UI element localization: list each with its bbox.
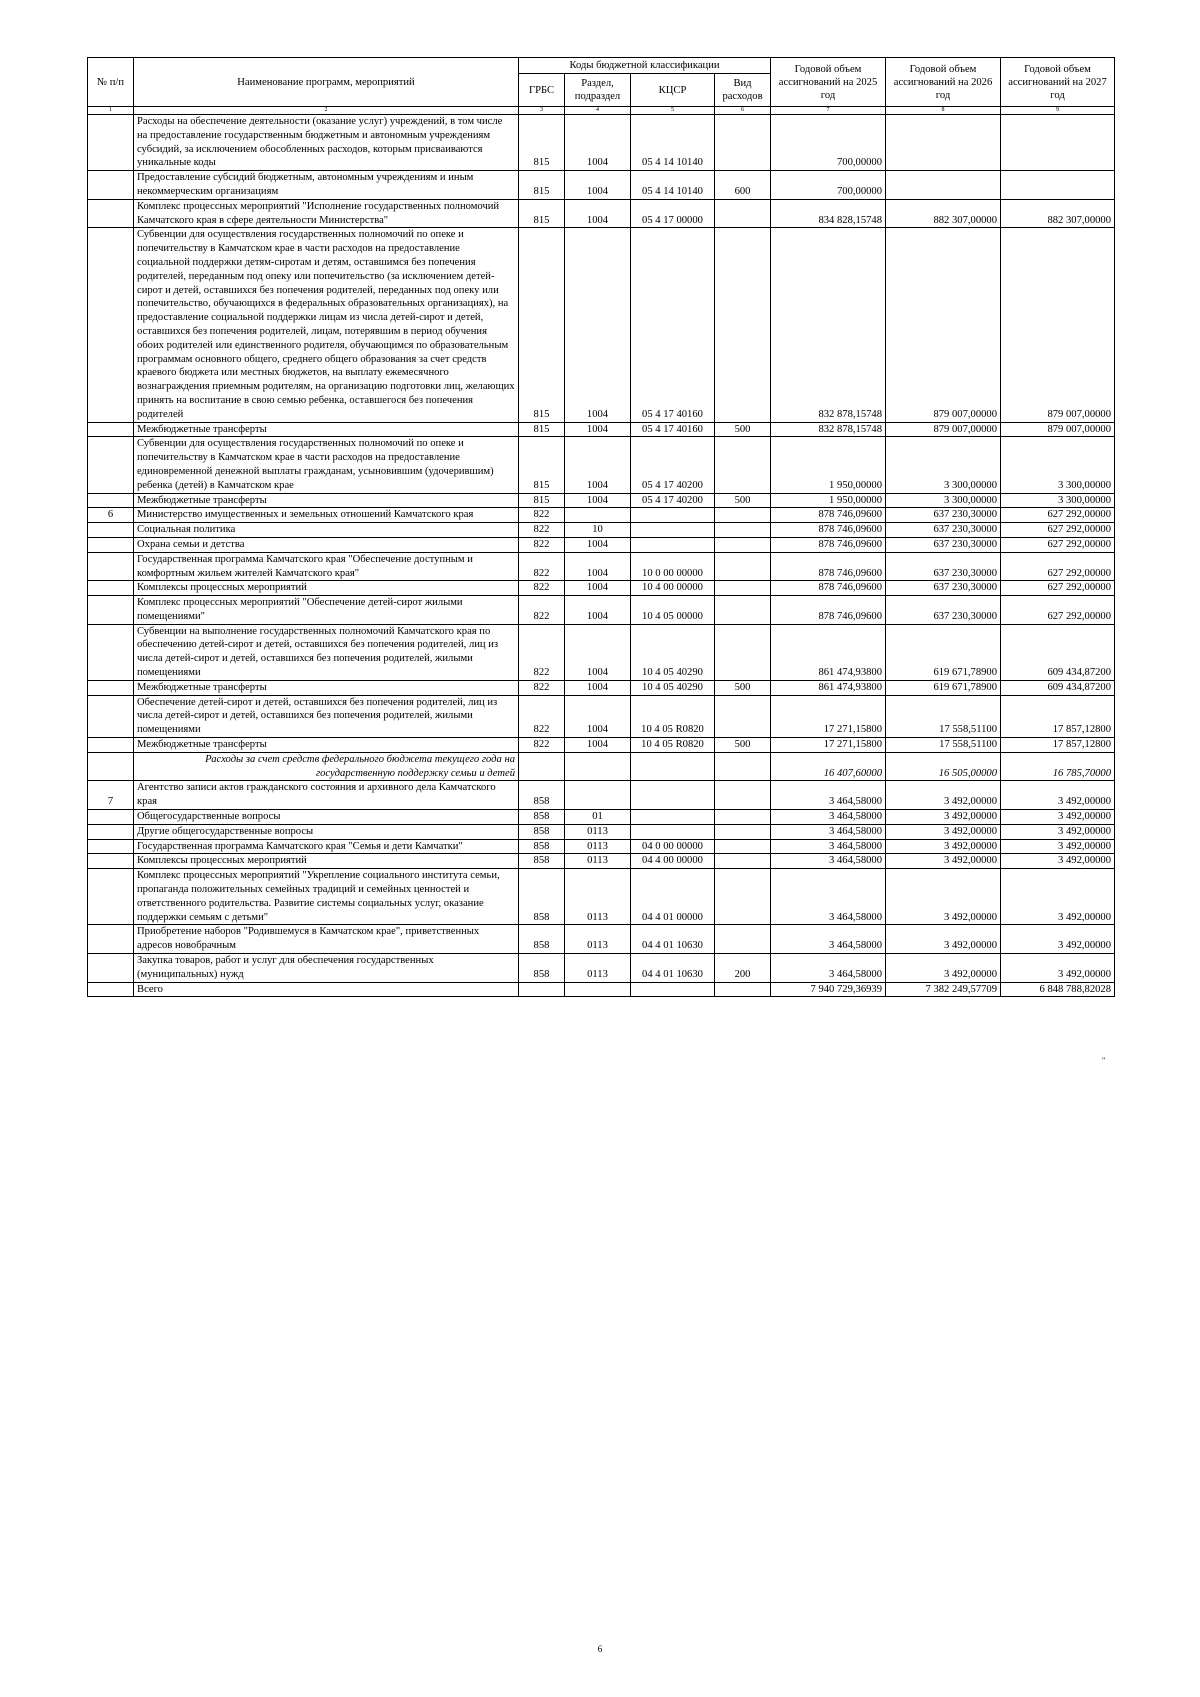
header-vid: Вид расходов xyxy=(715,74,771,107)
row-vid xyxy=(715,695,771,737)
row-amount-2025: 834 828,15748 xyxy=(771,199,886,228)
header-name: Наименование программ, мероприятий xyxy=(134,58,519,107)
row-name: Межбюджетные трансферты xyxy=(134,738,519,753)
row-razdel: 1004 xyxy=(565,581,631,596)
row-amount-2027: 627 292,00000 xyxy=(1001,552,1115,581)
row-amount-2027: 6 848 788,82028 xyxy=(1001,982,1115,997)
row-vid xyxy=(715,810,771,825)
row-amount-2025: 832 878,15748 xyxy=(771,228,886,422)
row-name: Общегосударственные вопросы xyxy=(134,810,519,825)
row-grbs: 822 xyxy=(519,624,565,680)
header-kcsr: КЦСР xyxy=(631,74,715,107)
row-grbs: 822 xyxy=(519,537,565,552)
row-amount-2026: 882 307,00000 xyxy=(886,199,1001,228)
table-row xyxy=(88,738,1115,753)
row-razdel: 1004 xyxy=(565,228,631,422)
header-codes-group: Коды бюджетной классификации xyxy=(519,58,771,74)
row-grbs: 858 xyxy=(519,839,565,854)
row-amount-2026: 637 230,30000 xyxy=(886,596,1001,625)
row-name: Субвенции для осуществления государственных полномочий по опеке и попечительству в Камчатском крае в части расходов на предоставление социальной поддержки детям-сиротам и детям, оставшимся без попечения родителей, переданным под опеку или попечительство (за исключением детей-сирот и детей, оставшихся без попечения родителей, переданных под опеку или попечительство, обучающихся в федеральных образовательных организациях), на предоставление социальной поддержки лицам из числа детей-сирот и детей, оставшихся без попечения родителей, лицам, потерявшим в период обучения обоих родителей или единственного родителя, обучающимся по образовательным программам основного общего, среднего общего образования за счет средств краевого бюджета или местных бюджетов, на выплату ежемесячного вознаграждения приемным родителям, на организацию подготовки лиц, желающих принять на воспитание в свою семью ребенка, оставшегося без попечения родителей xyxy=(134,228,519,422)
row-razdel: 0113 xyxy=(565,854,631,869)
row-amount-2026: 879 007,00000 xyxy=(886,228,1001,422)
row-amount-2025: 1 950,00000 xyxy=(771,437,886,493)
row-amount-2026: 879 007,00000 xyxy=(886,422,1001,437)
row-razdel: 1004 xyxy=(565,552,631,581)
row-vid xyxy=(715,854,771,869)
row-razdel xyxy=(565,508,631,523)
row-amount-2026: 637 230,30000 xyxy=(886,523,1001,538)
row-amount-2027: 3 492,00000 xyxy=(1001,810,1115,825)
row-number xyxy=(88,954,134,983)
row-amount-2027: 609 434,87200 xyxy=(1001,680,1115,695)
table-row xyxy=(88,437,1115,493)
row-vid xyxy=(715,596,771,625)
row-number xyxy=(88,552,134,581)
row-number xyxy=(88,199,134,228)
row-razdel: 1004 xyxy=(565,596,631,625)
header-2027: Годовой объем ассигнований на 2027 год xyxy=(1001,58,1115,107)
row-amount-2026: 619 671,78900 xyxy=(886,624,1001,680)
table-row xyxy=(88,695,1115,737)
row-grbs: 815 xyxy=(519,228,565,422)
row-vid xyxy=(715,925,771,954)
row-razdel: 1004 xyxy=(565,199,631,228)
row-amount-2026: 3 300,00000 xyxy=(886,493,1001,508)
row-vid: 600 xyxy=(715,171,771,200)
row-name: Министерство имущественных и земельных отношений Камчатского края xyxy=(134,508,519,523)
row-amount-2026: 3 492,00000 xyxy=(886,824,1001,839)
row-amount-2026 xyxy=(886,115,1001,171)
row-vid xyxy=(715,781,771,810)
table-row xyxy=(88,493,1115,508)
row-kcsr: 05 4 14 10140 xyxy=(631,115,715,171)
table-row xyxy=(88,781,1115,810)
row-kcsr: 05 4 14 10140 xyxy=(631,171,715,200)
row-razdel: 1004 xyxy=(565,624,631,680)
row-number xyxy=(88,624,134,680)
row-amount-2026: 3 492,00000 xyxy=(886,839,1001,854)
row-amount-2026: 3 492,00000 xyxy=(886,854,1001,869)
row-kcsr: 04 4 01 10630 xyxy=(631,925,715,954)
row-amount-2026: 3 300,00000 xyxy=(886,437,1001,493)
column-number-row xyxy=(88,107,1115,115)
row-grbs: 815 xyxy=(519,422,565,437)
row-vid xyxy=(715,437,771,493)
table-row xyxy=(88,228,1115,422)
row-vid xyxy=(715,523,771,538)
row-name: Социальная политика xyxy=(134,523,519,538)
row-grbs: 858 xyxy=(519,854,565,869)
row-kcsr: 10 4 05 R0820 xyxy=(631,695,715,737)
row-amount-2025: 861 474,93800 xyxy=(771,624,886,680)
row-number xyxy=(88,596,134,625)
row-number xyxy=(88,824,134,839)
header-num: № п/п xyxy=(88,58,134,107)
row-number xyxy=(88,869,134,925)
row-number: 7 xyxy=(88,781,134,810)
row-grbs: 815 xyxy=(519,171,565,200)
row-number xyxy=(88,738,134,753)
row-number xyxy=(88,171,134,200)
row-grbs: 858 xyxy=(519,781,565,810)
row-amount-2027: 882 307,00000 xyxy=(1001,199,1115,228)
column-number: 1 xyxy=(88,107,134,115)
row-name: Предоставление субсидий бюджетным, автономным учреждениям и иным некоммерческим организациям xyxy=(134,171,519,200)
row-number xyxy=(88,854,134,869)
row-grbs: 822 xyxy=(519,552,565,581)
row-razdel: 1004 xyxy=(565,680,631,695)
row-amount-2025: 3 464,58000 xyxy=(771,839,886,854)
row-grbs: 822 xyxy=(519,581,565,596)
header-2025: Годовой объем ассигнований на 2025 год xyxy=(771,58,886,107)
table-row xyxy=(88,925,1115,954)
row-razdel: 1004 xyxy=(565,738,631,753)
row-amount-2027 xyxy=(1001,115,1115,171)
row-number xyxy=(88,523,134,538)
row-number xyxy=(88,680,134,695)
row-name: Субвенции на выполнение государственных полномочий Камчатского края по обеспечению детей-сирот и детей, оставшихся без попечения родителей, лиц из числа детей-сирот и детей, оставшихся без попечения родителей, жилыми помещениями xyxy=(134,624,519,680)
table-row xyxy=(88,954,1115,983)
row-name: Комплекс процессных мероприятий "Исполнение государственных полномочий Камчатского края в сфере деятельности Министерства" xyxy=(134,199,519,228)
row-amount-2025: 878 746,09600 xyxy=(771,581,886,596)
row-name: Комплексы процессных мероприятий xyxy=(134,581,519,596)
row-kcsr: 10 4 05 40290 xyxy=(631,680,715,695)
table-row xyxy=(88,869,1115,925)
row-amount-2025: 3 464,58000 xyxy=(771,781,886,810)
row-number xyxy=(88,581,134,596)
row-amount-2027: 3 300,00000 xyxy=(1001,493,1115,508)
row-kcsr: 10 4 05 40290 xyxy=(631,624,715,680)
row-grbs xyxy=(519,752,565,781)
row-kcsr: 05 4 17 00000 xyxy=(631,199,715,228)
row-grbs: 815 xyxy=(519,437,565,493)
row-razdel: 0113 xyxy=(565,925,631,954)
table-row xyxy=(88,839,1115,854)
row-vid xyxy=(715,869,771,925)
row-amount-2025: 878 746,09600 xyxy=(771,523,886,538)
row-amount-2027 xyxy=(1001,171,1115,200)
row-amount-2026 xyxy=(886,171,1001,200)
row-amount-2027: 3 492,00000 xyxy=(1001,781,1115,810)
row-amount-2026: 637 230,30000 xyxy=(886,552,1001,581)
row-amount-2025: 16 407,60000 xyxy=(771,752,886,781)
table-row xyxy=(88,824,1115,839)
row-kcsr: 10 4 00 00000 xyxy=(631,581,715,596)
budget-table xyxy=(87,57,1115,997)
row-amount-2025: 3 464,58000 xyxy=(771,954,886,983)
row-number: 6 xyxy=(88,508,134,523)
row-amount-2025: 3 464,58000 xyxy=(771,854,886,869)
row-razdel xyxy=(565,982,631,997)
column-number: 9 xyxy=(1001,107,1115,115)
table-row xyxy=(88,422,1115,437)
row-vid xyxy=(715,537,771,552)
row-amount-2026: 637 230,30000 xyxy=(886,508,1001,523)
column-number: 8 xyxy=(886,107,1001,115)
row-amount-2025: 878 746,09600 xyxy=(771,552,886,581)
row-number xyxy=(88,810,134,825)
row-grbs xyxy=(519,982,565,997)
row-name: Обеспечение детей-сирот и детей, оставшихся без попечения родителей, лиц из числа детей-сирот и детей, оставшихся без попечения родителей, жилыми помещениями xyxy=(134,695,519,737)
row-vid xyxy=(715,982,771,997)
row-amount-2027: 17 857,12800 xyxy=(1001,738,1115,753)
row-amount-2025: 3 464,58000 xyxy=(771,925,886,954)
column-number: 5 xyxy=(631,107,715,115)
row-amount-2026: 619 671,78900 xyxy=(886,680,1001,695)
row-amount-2026: 17 558,51100 xyxy=(886,738,1001,753)
row-amount-2025: 1 950,00000 xyxy=(771,493,886,508)
row-grbs: 858 xyxy=(519,869,565,925)
row-razdel xyxy=(565,752,631,781)
row-vid: 500 xyxy=(715,493,771,508)
row-kcsr: 05 4 17 40160 xyxy=(631,228,715,422)
row-vid xyxy=(715,839,771,854)
row-razdel: 1004 xyxy=(565,422,631,437)
row-name: Расходы за счет средств федерального бюджета текущего года на государственную поддержку семьи и детей xyxy=(134,752,519,781)
table-row xyxy=(88,752,1115,781)
row-grbs: 822 xyxy=(519,738,565,753)
row-number xyxy=(88,422,134,437)
table-row xyxy=(88,596,1115,625)
row-kcsr: 04 4 01 00000 xyxy=(631,869,715,925)
row-amount-2027: 17 857,12800 xyxy=(1001,695,1115,737)
row-kcsr xyxy=(631,982,715,997)
row-grbs: 822 xyxy=(519,680,565,695)
row-kcsr xyxy=(631,508,715,523)
row-name: Комплекс процессных мероприятий "Укрепление социального института семьи, пропаганда положительных семейных традиций и семейных ценностей и ответственного родительства. Развитие системы социальных услуг, оказание поддержки семьям с детьми" xyxy=(134,869,519,925)
row-amount-2027: 627 292,00000 xyxy=(1001,523,1115,538)
row-vid xyxy=(715,228,771,422)
row-name: Всего xyxy=(134,982,519,997)
row-razdel: 1004 xyxy=(565,695,631,737)
row-razdel: 0113 xyxy=(565,869,631,925)
row-amount-2027: 3 300,00000 xyxy=(1001,437,1115,493)
row-amount-2027: 627 292,00000 xyxy=(1001,537,1115,552)
table-row xyxy=(88,552,1115,581)
row-amount-2026: 637 230,30000 xyxy=(886,581,1001,596)
row-amount-2025: 3 464,58000 xyxy=(771,810,886,825)
row-amount-2027: 609 434,87200 xyxy=(1001,624,1115,680)
row-razdel: 0113 xyxy=(565,839,631,854)
table-row xyxy=(88,115,1115,171)
row-kcsr: 04 0 00 00000 xyxy=(631,839,715,854)
row-kcsr xyxy=(631,752,715,781)
row-razdel: 10 xyxy=(565,523,631,538)
row-kcsr xyxy=(631,810,715,825)
column-number: 4 xyxy=(565,107,631,115)
row-number xyxy=(88,925,134,954)
row-amount-2025: 700,00000 xyxy=(771,171,886,200)
row-amount-2025: 878 746,09600 xyxy=(771,596,886,625)
row-razdel: 1004 xyxy=(565,115,631,171)
row-amount-2026: 3 492,00000 xyxy=(886,869,1001,925)
row-amount-2025: 878 746,09600 xyxy=(771,537,886,552)
row-amount-2025: 3 464,58000 xyxy=(771,869,886,925)
row-vid xyxy=(715,508,771,523)
row-amount-2025: 832 878,15748 xyxy=(771,422,886,437)
row-grbs: 815 xyxy=(519,199,565,228)
row-name: Комплекс процессных мероприятий "Обеспечение детей-сирот жилыми помещениями" xyxy=(134,596,519,625)
row-amount-2025: 700,00000 xyxy=(771,115,886,171)
row-grbs: 815 xyxy=(519,115,565,171)
row-number xyxy=(88,982,134,997)
row-amount-2025: 878 746,09600 xyxy=(771,508,886,523)
row-name: Субвенции для осуществления государственных полномочий по опеке и попечительству в Камчатском крае в части расходов на предоставление единовременной денежной выплаты гражданам, усыновившим (удочерившим) ребенка (детей) в Камчатском крае xyxy=(134,437,519,493)
row-vid xyxy=(715,552,771,581)
row-number xyxy=(88,695,134,737)
row-name: Межбюджетные трансферты xyxy=(134,680,519,695)
row-name: Другие общегосударственные вопросы xyxy=(134,824,519,839)
row-amount-2027: 3 492,00000 xyxy=(1001,925,1115,954)
row-grbs: 815 xyxy=(519,493,565,508)
row-grbs: 822 xyxy=(519,523,565,538)
row-name: Расходы на обеспечение деятельности (оказание услуг) учреждений, в том числе на предоставление государственным бюджетным и автономным учреждениям субсидий, за исключением обособленных расходов, которым присваиваются уникальные коды xyxy=(134,115,519,171)
row-razdel: 01 xyxy=(565,810,631,825)
row-name: Межбюджетные трансферты xyxy=(134,493,519,508)
row-kcsr xyxy=(631,824,715,839)
row-grbs: 858 xyxy=(519,954,565,983)
row-kcsr: 04 4 01 10630 xyxy=(631,954,715,983)
row-kcsr: 10 4 05 R0820 xyxy=(631,738,715,753)
table-row xyxy=(88,199,1115,228)
row-razdel: 0113 xyxy=(565,824,631,839)
row-amount-2027: 879 007,00000 xyxy=(1001,422,1115,437)
row-amount-2026: 3 492,00000 xyxy=(886,925,1001,954)
row-amount-2025: 17 271,15800 xyxy=(771,738,886,753)
row-number xyxy=(88,752,134,781)
row-number xyxy=(88,537,134,552)
row-amount-2027: 3 492,00000 xyxy=(1001,824,1115,839)
row-number xyxy=(88,437,134,493)
row-grbs: 858 xyxy=(519,925,565,954)
row-name: Межбюджетные трансферты xyxy=(134,422,519,437)
row-grbs: 822 xyxy=(519,508,565,523)
row-amount-2026: 3 492,00000 xyxy=(886,810,1001,825)
table-row xyxy=(88,854,1115,869)
row-kcsr xyxy=(631,537,715,552)
row-razdel: 1004 xyxy=(565,437,631,493)
row-kcsr xyxy=(631,523,715,538)
row-number xyxy=(88,115,134,171)
row-kcsr xyxy=(631,781,715,810)
row-kcsr: 04 4 00 00000 xyxy=(631,854,715,869)
row-amount-2027: 3 492,00000 xyxy=(1001,854,1115,869)
row-amount-2025: 7 940 729,36939 xyxy=(771,982,886,997)
row-amount-2027: 3 492,00000 xyxy=(1001,869,1115,925)
column-number: 3 xyxy=(519,107,565,115)
row-amount-2027: 627 292,00000 xyxy=(1001,581,1115,596)
row-amount-2025: 3 464,58000 xyxy=(771,824,886,839)
row-vid xyxy=(715,199,771,228)
row-razdel: 0113 xyxy=(565,954,631,983)
column-number: 7 xyxy=(771,107,886,115)
row-amount-2026: 7 382 249,57709 xyxy=(886,982,1001,997)
row-razdel: 1004 xyxy=(565,171,631,200)
row-grbs: 822 xyxy=(519,695,565,737)
table-row xyxy=(88,508,1115,523)
row-vid xyxy=(715,115,771,171)
row-kcsr: 10 4 05 00000 xyxy=(631,596,715,625)
column-number: 2 xyxy=(134,107,519,115)
end-mark: " xyxy=(1102,1056,1106,1065)
row-vid: 500 xyxy=(715,422,771,437)
header-2026: Годовой объем ассигнований на 2026 год xyxy=(886,58,1001,107)
table-row xyxy=(88,171,1115,200)
row-grbs: 858 xyxy=(519,824,565,839)
row-vid xyxy=(715,752,771,781)
row-amount-2025: 861 474,93800 xyxy=(771,680,886,695)
row-name: Агентство записи актов гражданского состояния и архивного дела Камчатского края xyxy=(134,781,519,810)
row-number xyxy=(88,228,134,422)
row-vid xyxy=(715,624,771,680)
row-amount-2027: 3 492,00000 xyxy=(1001,954,1115,983)
row-kcsr: 10 0 00 00000 xyxy=(631,552,715,581)
row-vid: 500 xyxy=(715,738,771,753)
row-kcsr: 05 4 17 40160 xyxy=(631,422,715,437)
header-razdel: Раздел, подраздел xyxy=(565,74,631,107)
row-amount-2027: 879 007,00000 xyxy=(1001,228,1115,422)
row-amount-2027: 627 292,00000 xyxy=(1001,596,1115,625)
table-row xyxy=(88,624,1115,680)
table-row xyxy=(88,810,1115,825)
table-body xyxy=(88,115,1115,997)
row-razdel: 1004 xyxy=(565,537,631,552)
row-amount-2025: 17 271,15800 xyxy=(771,695,886,737)
row-name: Государственная программа Камчатского края "Семья и дети Камчатки" xyxy=(134,839,519,854)
row-name: Государственная программа Камчатского края "Обеспечение доступным и комфортным жильем жителей Камчатского края" xyxy=(134,552,519,581)
row-number xyxy=(88,493,134,508)
row-grbs: 858 xyxy=(519,810,565,825)
row-amount-2026: 3 492,00000 xyxy=(886,781,1001,810)
table-row xyxy=(88,982,1115,997)
row-name: Охрана семьи и детства xyxy=(134,537,519,552)
page-number: 6 xyxy=(597,1644,603,1654)
row-amount-2027: 16 785,70000 xyxy=(1001,752,1115,781)
table-row xyxy=(88,581,1115,596)
row-amount-2026: 17 558,51100 xyxy=(886,695,1001,737)
header-grbs: ГРБС xyxy=(519,74,565,107)
row-name: Приобретение наборов "Родившемуся в Камчатском крае", приветственных адресов новобрачным xyxy=(134,925,519,954)
row-amount-2026: 3 492,00000 xyxy=(886,954,1001,983)
table-row xyxy=(88,537,1115,552)
row-razdel xyxy=(565,781,631,810)
row-name: Комплексы процессных мероприятий xyxy=(134,854,519,869)
row-vid: 200 xyxy=(715,954,771,983)
column-number: 6 xyxy=(715,107,771,115)
row-amount-2027: 3 492,00000 xyxy=(1001,839,1115,854)
row-grbs: 822 xyxy=(519,596,565,625)
row-number xyxy=(88,839,134,854)
row-vid xyxy=(715,824,771,839)
row-vid: 500 xyxy=(715,680,771,695)
table-row xyxy=(88,523,1115,538)
row-name: Закупка товаров, работ и услуг для обеспечения государственных (муниципальных) нужд xyxy=(134,954,519,983)
row-kcsr: 05 4 17 40200 xyxy=(631,493,715,508)
row-vid xyxy=(715,581,771,596)
row-kcsr: 05 4 17 40200 xyxy=(631,437,715,493)
row-amount-2026: 637 230,30000 xyxy=(886,537,1001,552)
row-amount-2026: 16 505,00000 xyxy=(886,752,1001,781)
row-razdel: 1004 xyxy=(565,493,631,508)
table-row xyxy=(88,680,1115,695)
row-amount-2027: 627 292,00000 xyxy=(1001,508,1115,523)
